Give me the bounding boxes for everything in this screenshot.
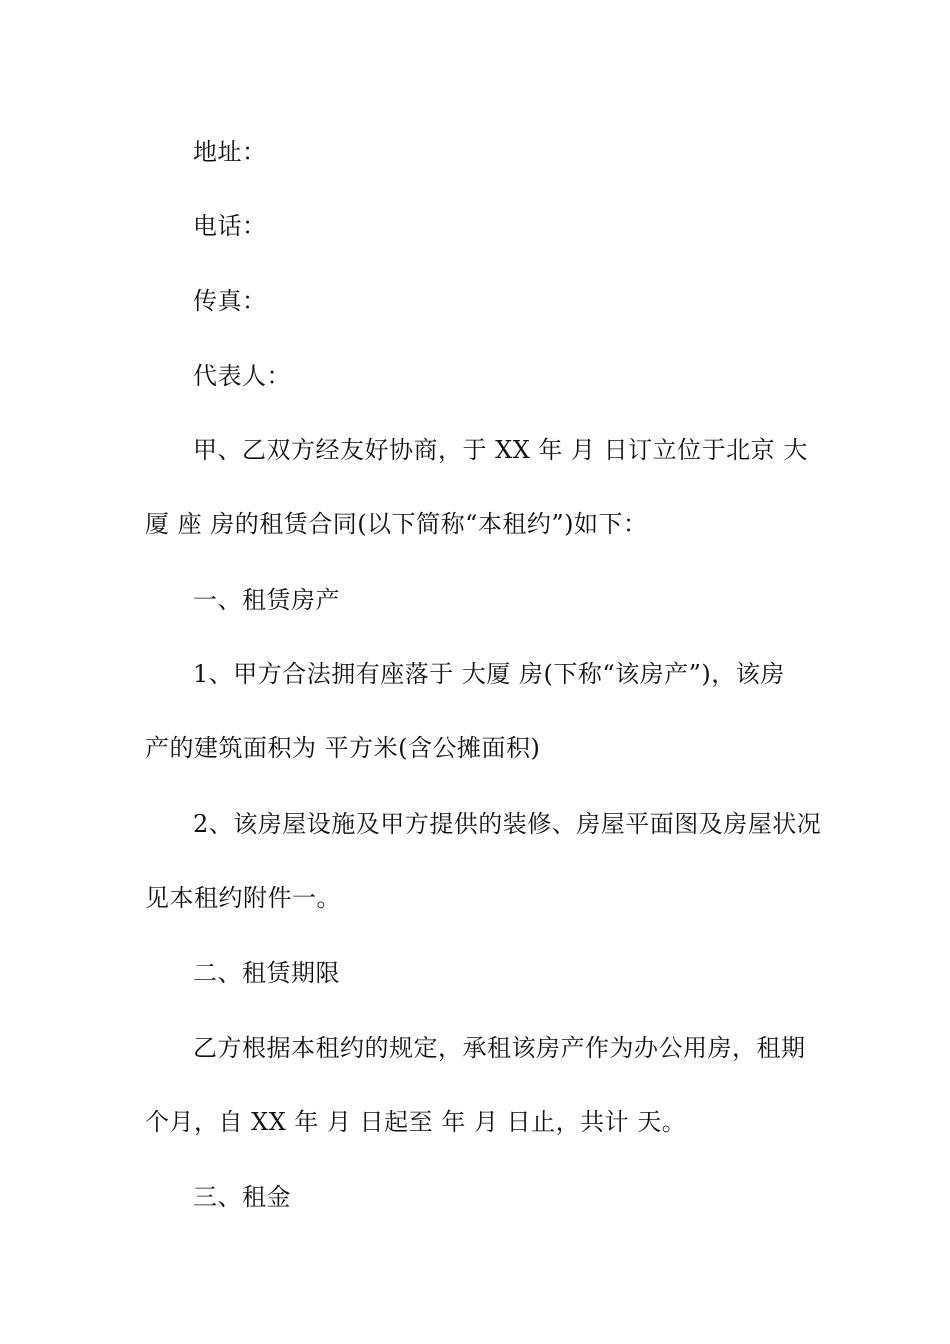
representative-label: 代表人： <box>193 362 291 390</box>
section-heading-2: 二、租赁期限 <box>193 959 340 987</box>
section-heading-1: 一、租赁房产 <box>193 586 340 614</box>
clause-1-line-1: 1、甲方合法拥有座落于 大厦 房(下称“该房产”)，该房 <box>193 660 785 688</box>
intro-paragraph-line-2: 厦 座 房的租赁合同(以下简称“本租约”)如下： <box>145 510 648 538</box>
clause-2-line-2: 见本租约附件一。 <box>145 884 341 912</box>
fax-label: 传真： <box>193 287 267 315</box>
address-label: 地址： <box>193 138 267 166</box>
section-heading-3: 三、租金 <box>193 1183 291 1211</box>
phone-label: 电话： <box>193 212 267 240</box>
clause-2-line-1: 2、该房屋设施及甲方提供的装修、房屋平面图及房屋状况 <box>193 810 822 838</box>
clause-1-line-2: 产的建筑面积为 平方米(含公摊面积) <box>145 734 541 762</box>
intro-paragraph-line-1: 甲、乙双方经友好协商，于 XX 年 月 日订立位于北京 大 <box>193 436 808 464</box>
term-paragraph-line-1: 乙方根据本租约的规定，承租该房产作为办公用房，租期 <box>193 1034 806 1062</box>
term-paragraph-line-2: 个月，自 XX 年 月 日起至 年 月 日止，共计 天。 <box>145 1108 687 1136</box>
